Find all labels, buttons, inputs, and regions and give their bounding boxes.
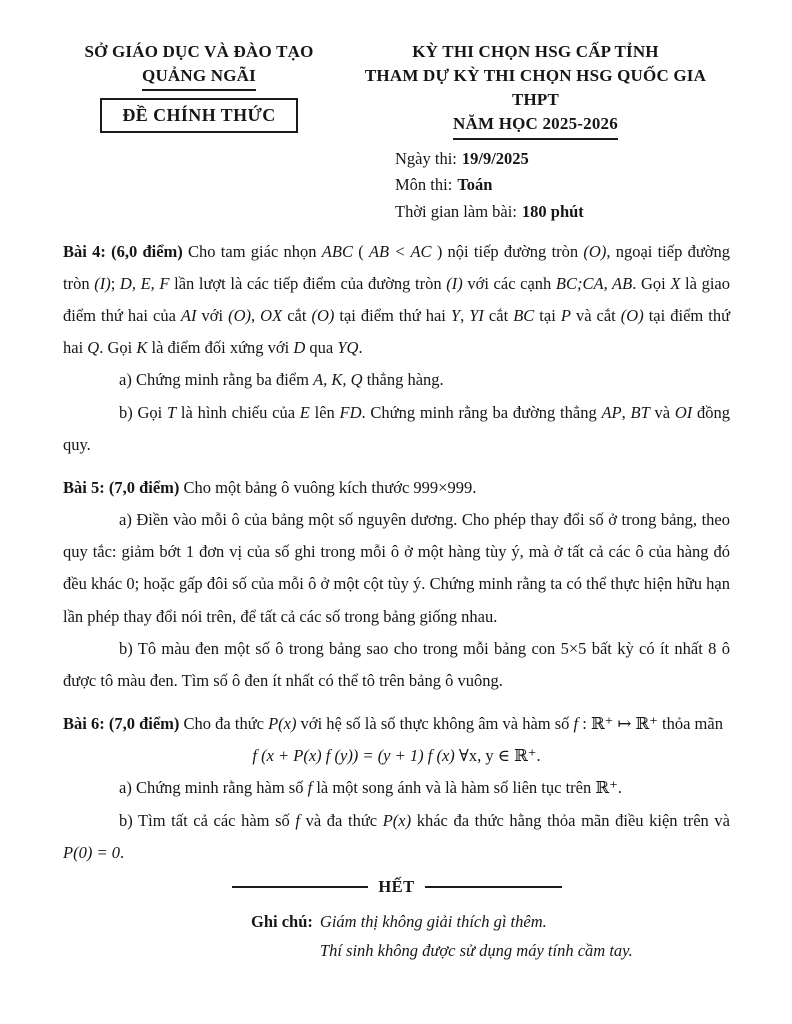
exam-duration-row bbox=[395, 199, 730, 226]
exam-date-value: 19/9/2025 bbox=[461, 148, 529, 168]
header bbox=[63, 40, 730, 140]
exam-title-block bbox=[335, 40, 730, 140]
official-exam-label: ĐỀ CHÍNH THỨC bbox=[122, 105, 276, 126]
problem-sub-item: a) Điền vào mỗi ô của bảng một số nguyên dương. Cho phép thay đổi số ở trong bảng, theo quy tắc: giảm bớt 1 đơn vị của số ghi trong mỗi ô ở một hàng tùy ý, mà ở tất cả các ô của hàng đó đều khác 0; hoặc gấp đôi số của mỗi ô ở một cột tùy ý. Chứng minh rằng ta có thể thực hiện hữu hạn lần phép thay đổi nói trên, để tất cả các số trong bảng giống nhau. bbox=[63, 510, 730, 626]
note-line-1: Giám thị không giải thích gì thêm. bbox=[319, 911, 547, 931]
problem-statement: Bài 6: (7,0 điểm) Cho đa thức P(x) với hệ số là số thực không âm và hàm số f : ℝ⁺ ↦ ℝ⁺ thỏa mãn bbox=[63, 714, 723, 734]
note-line-2: Thí sinh không được sử dụng máy tính cầm tay. bbox=[319, 941, 633, 961]
problem-sub-item: a) Chứng minh rằng hàm số f là một song ánh và là hàm số liên tục trên ℝ⁺. bbox=[119, 778, 622, 798]
official-exam-box bbox=[100, 98, 297, 133]
problem-statement: Bài 5: (7,0 điểm) Cho một bảng ô vuông kích thước 999×999. bbox=[63, 477, 477, 497]
problem-sub-item: a) Chứng minh rằng ba điểm A, K, Q thẳng hàng. bbox=[119, 370, 444, 390]
problem-sub-item: b) Tô màu đen một số ô trong bảng sao cho trong mỗi bảng con 5×5 bất kỳ có ít nhất 8 ô được tô màu đen. Tìm số ô đen ít nhất có thể tô trên bảng ô vuông. bbox=[63, 638, 730, 690]
equation: f (x + P(x) f (y)) = (y + 1) f (x) ∀x, y ∈ ℝ⁺. bbox=[252, 746, 541, 766]
exam-title-line3: NĂM HỌC 2025-2026 bbox=[341, 112, 730, 139]
exam-subject-label: Môn thi: bbox=[395, 175, 453, 195]
divider-line-right bbox=[425, 886, 562, 888]
end-divider bbox=[232, 877, 562, 897]
note-label: Ghi chú: bbox=[251, 911, 313, 931]
province-name: QUẢNG NGÃI bbox=[63, 64, 335, 91]
exam-subject-value: Toán bbox=[457, 175, 493, 195]
exam-subject-row bbox=[395, 172, 730, 199]
exam-date-row bbox=[395, 146, 730, 173]
exam-title-line2: THAM DỰ KỲ THI CHỌN HSG QUỐC GIA THPT bbox=[364, 66, 707, 110]
problem-sub-item: b) Tìm tất cả các hàm số f và đa thức P(x) khác đa thức hằng thỏa mãn điều kiện trên và P(0) = 0. bbox=[63, 810, 730, 862]
exam-date-label: Ngày thi: bbox=[395, 148, 457, 168]
exam-info-block bbox=[395, 146, 730, 226]
issuing-authority-block bbox=[63, 40, 335, 133]
divider-line-left bbox=[232, 886, 369, 888]
note-lines bbox=[320, 907, 633, 966]
problem-sub-item: b) Gọi T là hình chiếu của E lên FD. Chứng minh rằng ba đường thẳng AP, BT và OI đồng quy. bbox=[63, 402, 730, 454]
problem-statement: Bài 4: (6,0 điểm) Cho tam giác nhọn ABC ( AB < AC ) nội tiếp đường tròn (O), ngoại tiếp đường tròn (I); D, E, F lần lượt là các tiếp điểm của đường tròn (I) với các cạnh BC;CA, AB. Gọi X là giao điểm thứ hai của AI với (O), OX cắt (O) tại điểm thứ hai Y, YI cắt BC tại P và cắt (O) tại điểm thứ hai Q. Gọi K là điểm đối xứng với D qua YQ. bbox=[63, 241, 731, 358]
exam-duration-value: 180 phút bbox=[521, 201, 584, 221]
department-name: SỞ GIÁO DỤC VÀ ĐÀO TẠO bbox=[84, 42, 314, 61]
footer-note bbox=[251, 907, 730, 966]
document-body bbox=[63, 236, 730, 869]
exam-duration-label: Thời gian làm bài: bbox=[395, 201, 517, 221]
exam-title-line1: KỲ THI CHỌN HSG CẤP TỈNH bbox=[412, 42, 659, 61]
end-label: HẾT bbox=[378, 876, 415, 896]
